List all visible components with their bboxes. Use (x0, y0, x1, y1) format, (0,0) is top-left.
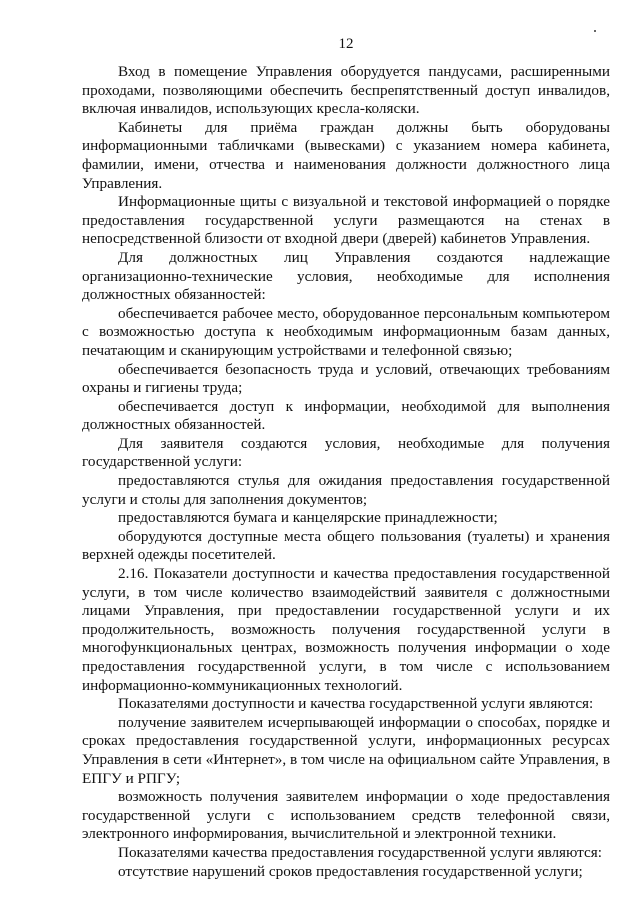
paragraph: предоставляются бумага и канцелярские принадлежности; (118, 509, 498, 527)
page-number: 12 (338, 36, 354, 52)
paragraph: Показателями качества предоставления государственной услуги являются: (118, 843, 602, 861)
paragraph: получение заявителем исчерпывающей информации о способах, порядке и сроках предоставления государственной услуги, информационных ресурсах Управления в сети «Интернет», в том числе на официальном сайте Управления, в ЕПГУ и РПГУ; (82, 713, 610, 787)
paragraph: возможность получения заявителем информации о ходе предоставления государственной услуги с использованием средств телефонной связи, электронного информирования, вычислительной и электронной техники. (82, 788, 610, 843)
paragraph: предоставляются стулья для ожидания предоставления государственной услуги и столы для заполнения документов; (82, 472, 610, 508)
scan-speck (594, 30, 596, 32)
paragraph: обеспечивается доступ к информации, необходимой для выполнения должностных обязанностей. (82, 397, 610, 434)
paragraph: Вход в помещение Управления оборудуется пандусами, расширенными проходами, позволяющими обеспечить беспрепятственный доступ инвалидов, включая инвалидов, использующих кресла-коляски. (82, 63, 610, 118)
paragraph: 2.16. Показатели доступности и качества предоставления государственной услуги, в том числе количество взаимодействий заявителя с должностными лицами Управления, при предоставлении государственной услуги и их продолжительность, возможность получения государственной услуги в многофункциональных центрах, возможность получения информации о ходе предоставления государственной услуги, в том числе с использованием информационно-коммуникационных технологий. (82, 565, 610, 694)
paragraph: Кабинеты для приёма граждан должны быть оборудованы информационными табличками (вывесками) с указанием номера кабинета, фамилии, имени, отчества и наименования должности должностного лица Управления. (82, 118, 610, 192)
paragraph: обеспечивается безопасность труда и условий, отвечающих требованиям охраны и гигиены труда; (82, 360, 610, 397)
paragraph: Для заявителя создаются условия, необходимые для получения государственной услуги: (82, 434, 610, 471)
paragraph: Информационные щиты с визуальной и текстовой информацией о порядке предоставления государственной услуги размещаются на стенах в непосредственной близости от входной двери (дверей) кабинетов Управления. (82, 193, 610, 248)
paragraph: отсутствие нарушений сроков предоставления государственной услуги; (118, 862, 583, 880)
paragraph: Показателями доступности и качества государственной услуги являются: (118, 695, 594, 713)
paragraph: обеспечивается рабочее место, оборудованное персональным компьютером с возможностью доступа к необходимым информационным базам данных, печатающим и сканирующим устройствами и телефонной связью; (82, 304, 610, 359)
document-body (82, 63, 610, 881)
paragraph: оборудуются доступные места общего пользования (туалеты) и хранения верхней одежды посетителей. (82, 527, 610, 564)
paragraph: Для должностных лиц Управления создаются надлежащие организационно-технические условия, необходимые для исполнения должностных обязанностей: (82, 248, 610, 304)
